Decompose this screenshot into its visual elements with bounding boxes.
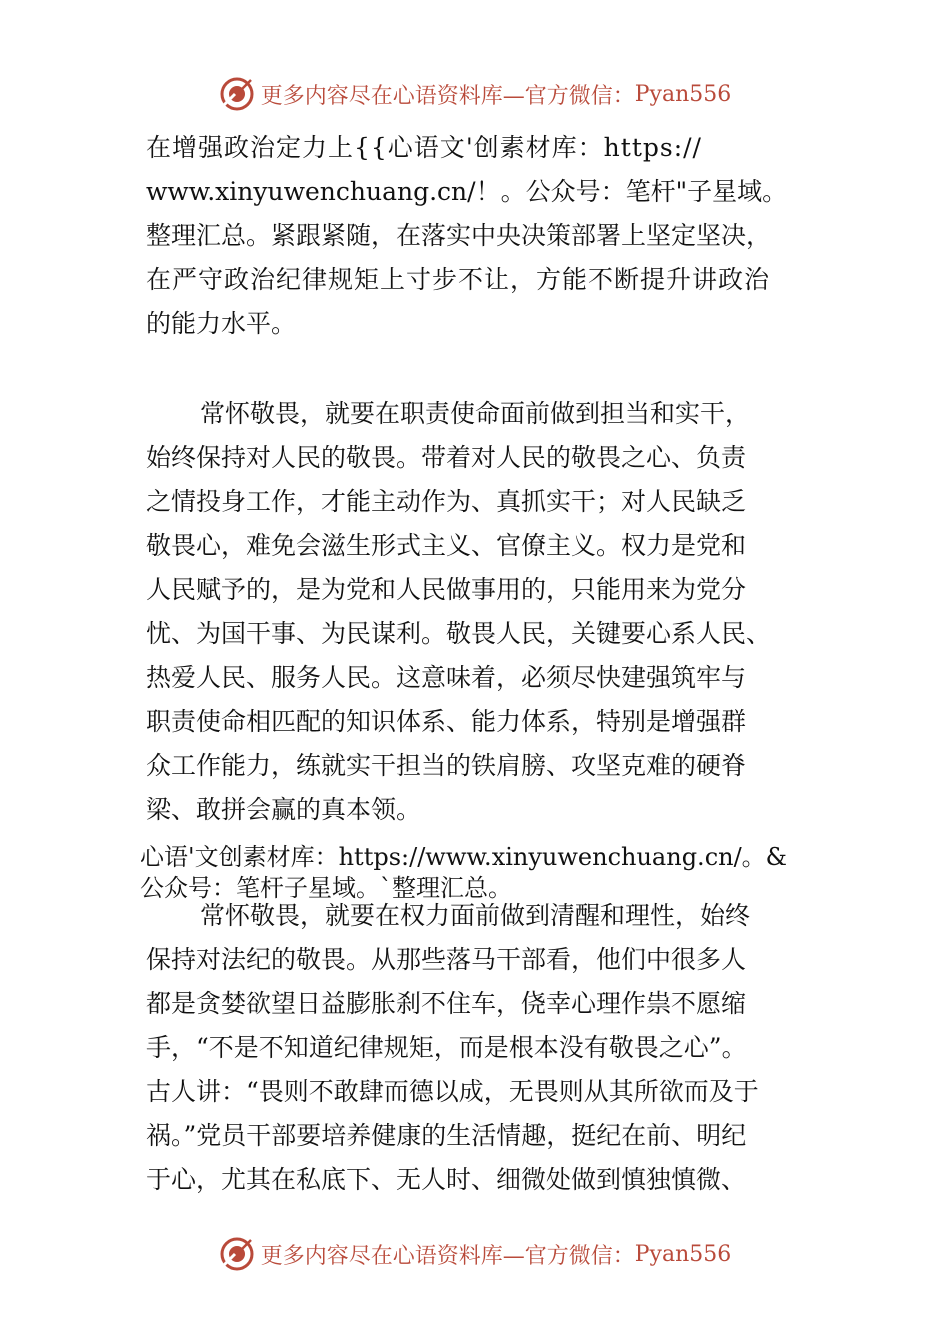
text-line: 整理汇总。紧跟紧随，在落实中央决策部署上坚定坚决， [146, 221, 772, 250]
paragraph-2 [146, 392, 826, 832]
text-line: 敬畏心，难免会滋生形式主义、官僚主义。权力是党和 [146, 531, 747, 560]
text-line: www.xinyuwenchuang.cn/！。公众号：笔杆"子星域。 [146, 177, 788, 206]
text-line: 常怀敬畏，就要在权力面前做到清醒和理性，始终 [200, 901, 751, 930]
text-line: 忧、为国干事、为民谋利。敬畏人民，关键要心系人民、 [146, 619, 772, 648]
text-line: 手，“不是不知道纪律规矩，而是根本没有敬畏之心”。 [146, 1033, 747, 1062]
header-banner [0, 72, 950, 116]
brand-logo-icon [219, 76, 255, 112]
text-line: 人民赋予的，是为党和人民做事用的，只能用来为党分 [146, 575, 747, 604]
text-line: 古人讲：“畏则不敢肆而德以成，无畏则从其所欲而及于 [146, 1077, 759, 1106]
brand-logo-icon [219, 1236, 255, 1272]
text-line: 保持对法纪的敬畏。从那些落马干部看，他们中很多人 [146, 945, 747, 974]
text-line: 都是贪婪欲望日益膨胀刹不住车，侥幸心理作祟不愿缩 [146, 989, 747, 1018]
text-line: 常怀敬畏，就要在职责使命面前做到担当和实干， [200, 399, 751, 428]
text-line: 的能力水平。 [146, 309, 297, 338]
text-line: 职责使命相匹配的知识体系、能力体系，特别是增强群 [146, 707, 747, 736]
footer-wechat-id: Pyan556 [634, 1241, 732, 1267]
text-line: 众工作能力，练就实干担当的铁肩膀、攻坚克难的硬脊 [146, 751, 747, 780]
footer-banner [0, 1232, 950, 1276]
text-line: 梁、敢拼会赢的真本领。 [146, 795, 422, 824]
text-line: 之情投身工作，才能主动作为、真抓实干；对人民缺乏 [146, 487, 747, 516]
text-line: 祸。”党员干部要培养健康的生活情趣，挺纪在前、明纪 [146, 1121, 747, 1150]
text-line: 于心，尤其在私底下、无人时、细微处做到慎独慎微、 [146, 1165, 747, 1194]
text-line: 公众号：笔杆子星域。`整理汇总。 [140, 874, 512, 902]
text-line: 在严守政治纪律规矩上寸步不让，方能不断提升讲政治 [146, 265, 771, 294]
text-line: 心语'文创素材库：https://www.xinyuwenchuang.cn/。& [140, 843, 788, 871]
text-line: 始终保持对人民的敬畏。带着对人民的敬畏之心、负责 [146, 443, 747, 472]
paragraph-3 [146, 894, 826, 1202]
text-line: 在增强政治定力上{{心语文'创素材库：https:// [146, 133, 702, 162]
text-line: 热爱人民、服务人民。这意味着，必须尽快建强筑牢与 [146, 663, 747, 692]
header-wechat-id: Pyan556 [634, 81, 732, 107]
paragraph-1 [146, 126, 826, 346]
footer-text: 更多内容尽在心语资料库—官方微信： [260, 1243, 635, 1269]
header-text: 更多内容尽在心语资料库—官方微信： [260, 83, 635, 109]
